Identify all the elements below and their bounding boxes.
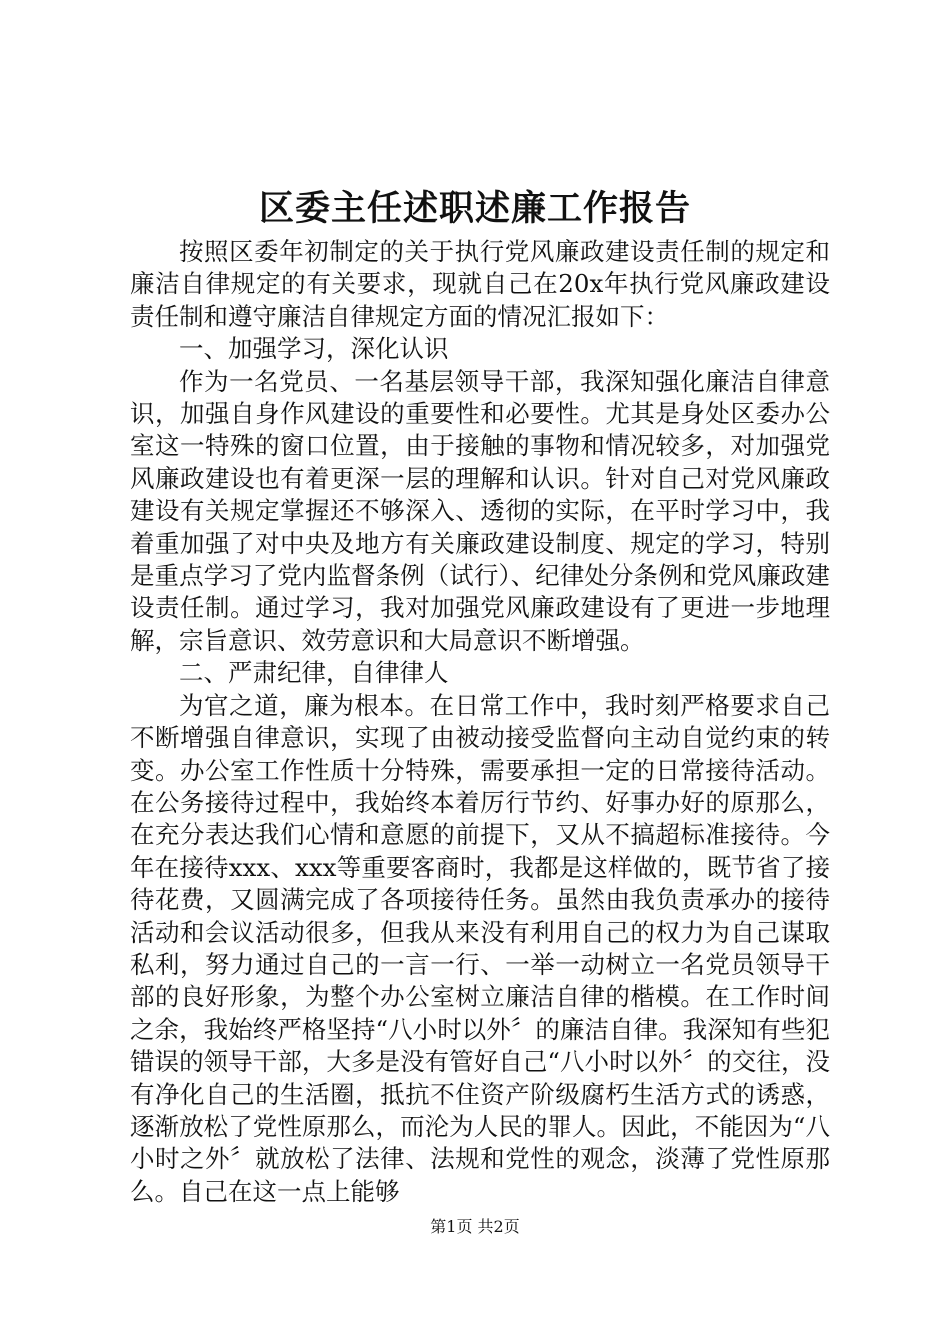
paragraph-section-1: 作为一名党员、一名基层领导干部，我深知强化廉洁自律意识，加强自身作风建设的重要性和必要性。尤其是身处区委办公室这一特殊的窗口位置，由于接触的事物和情况较多，对加强党风廉政建设也有着更深一层的理解和认识。针对自己对党风廉政建设有关规定掌握还不够深入、透彻的实际，在平时学习中，我着重加强了对中央及地方有关廉政建设制度、规定的学习，特别是重点学习了党内监督条例（试行）、纪律处分条例和党风廉政建设责任制。通过学习，我对加强党风廉政建设有了更进一步地理解，宗旨意识、效劳意识和大局意识不断增强。 [130, 366, 830, 655]
paragraph-intro: 按照区委年初制定的关于执行党风廉政建设责任制的规定和廉洁自律规定的有关要求，现就自己在20x年执行党风廉政建设责任制和遵守廉洁自律规定方面的情况汇报如下： [130, 237, 830, 331]
page-footer [0, 1216, 950, 1238]
paragraph-section-2: 为官之道，廉为根本。在日常工作中，我时刻严格要求自己不断增强自律意识，实现了由被动接受监督向主动自觉约束的转变。办公室工作性质十分特殊，需要承担一定的日常接待活动。在公务接待过程中，我始终本着厉行节约、好事办好的原那么，在充分表达我们心情和意愿的前提下，又从不搞超标准接待。今年在接待xxx、xxx等重要客商时，我都是这样做的，既节省了接待花费，又圆满完成了各项接待任务。虽然由我负责承办的接待活动和会议活动很多，但我从来没有利用自己的权力为自己谋取私利，努力通过自己的一言一行、一举一动树立一名党员领导干部的良好形象，为整个办公室树立廉洁自律的楷模。在工作时间之余，我始终严格坚持“八小时以外〞的廉洁自律。我深知有些犯错误的领导干部，大多是没有管好自己“八小时以外〞的交往，没有净化自己的生活圈，抵抗不住资产阶级腐朽生活方式的诱惑，逐渐放松了党性原那么，而沦为人民的罪人。因此，不能因为“八小时之外〞就放松了法律、法规和党性的观念，淡薄了党性原那么。自己在这一点上能够 [130, 690, 830, 1206]
document-title: 区委主任述职述廉工作报告 [258, 188, 691, 229]
document-body [130, 236, 830, 1208]
page-number: 第1页 [430, 1217, 473, 1236]
page-total: 共2页 [477, 1217, 520, 1236]
section-heading-2: 二、严肃纪律，自律律人 [179, 658, 449, 688]
section-heading-1: 一、加强学习，深化认识 [179, 334, 449, 364]
